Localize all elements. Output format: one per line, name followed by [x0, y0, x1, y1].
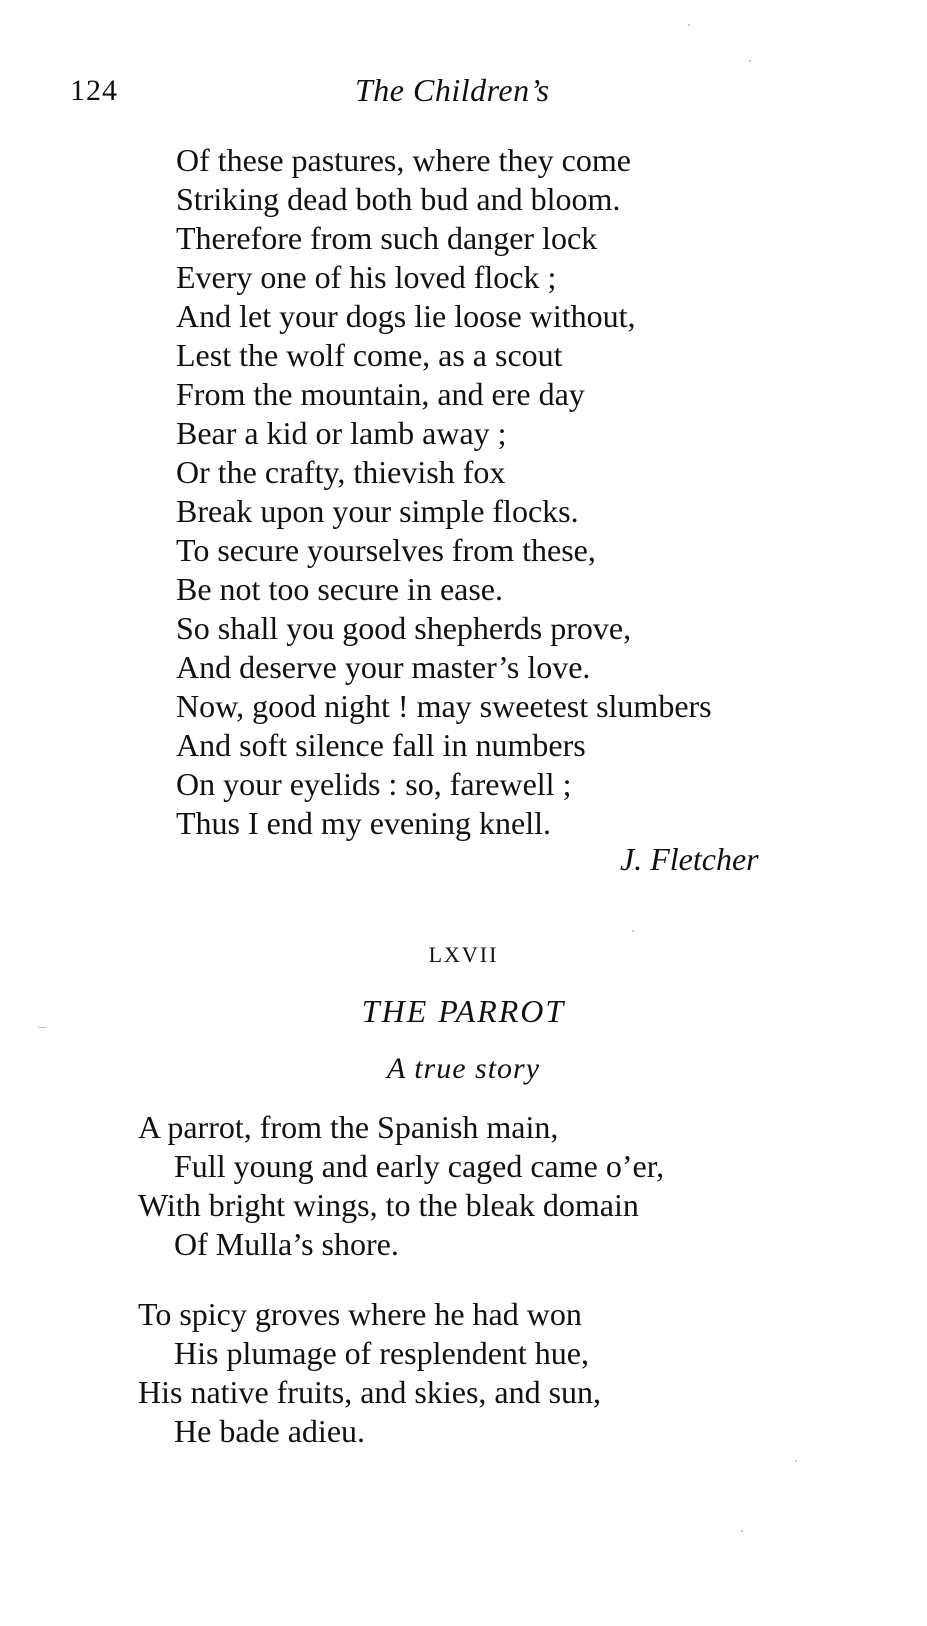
- verse-line: A parrot, from the Spanish main,: [138, 1109, 559, 1145]
- paper-speck: [688, 24, 690, 26]
- poem-number: LXVII: [428, 942, 499, 967]
- paper-speck: [795, 1460, 797, 1462]
- paper-speck: [749, 60, 751, 62]
- verse-line: Thus I end my evening knell.: [176, 805, 552, 841]
- verse-line-indented: Of Mulla’s shore.: [174, 1226, 399, 1262]
- paper-speck: [38, 1027, 46, 1028]
- author-attribution: J. Fletcher: [620, 841, 759, 877]
- verse-line: Of these pastures, where they come: [176, 142, 631, 178]
- paper-speck: [741, 1530, 743, 1532]
- poem-title: THE PARROT: [361, 993, 566, 1029]
- fletcher-poem-verse: [176, 141, 712, 843]
- parrot-stanza-1: [138, 1108, 664, 1264]
- verse-line: And soft silence fall in numbers: [176, 727, 586, 763]
- verse-line: Be not too secure in ease.: [176, 571, 503, 607]
- verse-line: With bright wings, to the bleak domain: [138, 1187, 639, 1223]
- verse-line: To secure yourselves from these,: [176, 532, 596, 568]
- verse-line-indented: He bade adieu.: [174, 1413, 366, 1449]
- verse-line-indented: His plumage of resplendent hue,: [174, 1335, 589, 1371]
- verse-line: Striking dead both bud and bloom.: [176, 181, 621, 217]
- verse-line: Bear a kid or lamb away ;: [176, 415, 507, 451]
- verse-line: So shall you good shepherds prove,: [176, 610, 632, 646]
- verse-line: Now, good night ! may sweetest slumbers: [176, 688, 712, 724]
- page-number: 124: [70, 74, 118, 107]
- verse-line: Or the crafty, thievish fox: [176, 454, 506, 490]
- running-title: The Children’s: [355, 72, 550, 108]
- verse-line: Break upon your simple flocks.: [176, 493, 579, 529]
- verse-line: Every one of his loved flock ;: [176, 259, 557, 295]
- verse-line-indented: Full young and early caged came o’er,: [174, 1148, 665, 1184]
- verse-line: And deserve your master’s love.: [176, 649, 591, 685]
- parrot-stanza-2: [138, 1295, 601, 1451]
- verse-line: From the mountain, and ere day: [176, 376, 585, 412]
- verse-line: His native fruits, and skies, and sun,: [138, 1374, 602, 1410]
- verse-line: Therefore from such danger lock: [176, 220, 598, 256]
- paper-speck: [632, 930, 634, 932]
- verse-line: Lest the wolf come, as a scout: [176, 337, 563, 373]
- verse-line: On your eyelids : so, farewell ;: [176, 766, 572, 802]
- verse-line: And let your dogs lie loose without,: [176, 298, 636, 334]
- verse-line: To spicy groves where he had won: [138, 1296, 582, 1332]
- poem-subtitle: A true story: [386, 1052, 541, 1085]
